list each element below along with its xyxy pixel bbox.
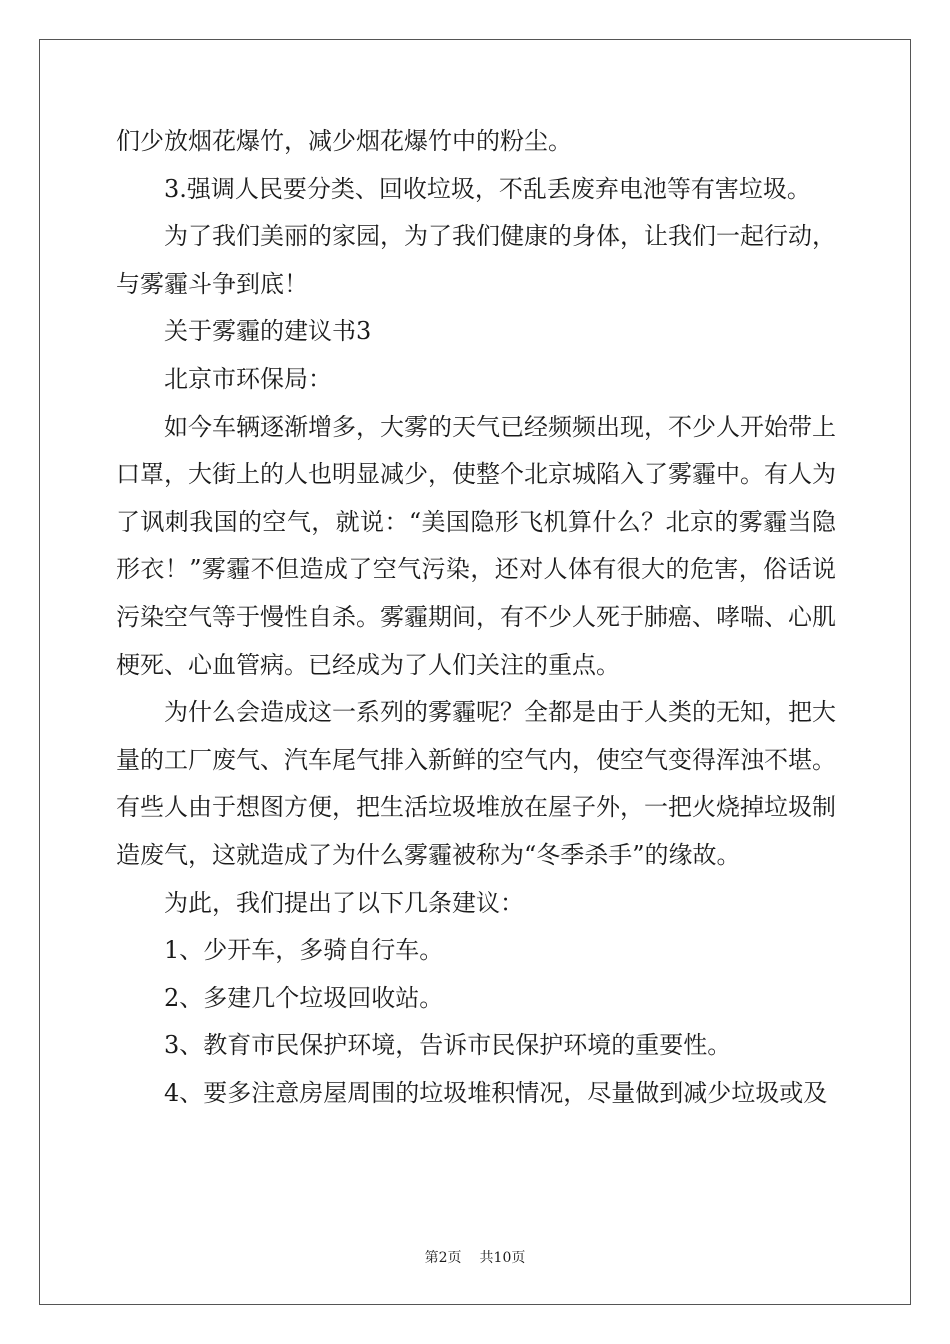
page-number: 第2页 — [424, 1250, 462, 1266]
list-item: 3、教育市民保护环境，告诉市民保护环境的重要性。 — [164, 1031, 732, 1060]
paragraph: 为什么会造成这一系列的雾霾呢？全都是由于人类的无知，把大量的工厂废气、汽车尾气排入新鲜的空气内，使空气变得浑浊不堪。有些人由于想图方便，把生活垃圾堆放在屋子外，一把火烧掉垃圾制造废气，这就造成了为什么雾霾被称为“冬季杀手”的缘故。 — [116, 698, 836, 869]
list-item: 1、少开车，多骑自行车。 — [164, 936, 444, 965]
salutation: 北京市环保局： — [164, 364, 332, 393]
document-body — [116, 118, 836, 1117]
paragraph: 如今车辆逐渐增多，大雾的天气已经频频出现，不少人开始带上口罩，大街上的人也明显减少，使整个北京城陷入了雾霾中。有人为了讽刺我国的空气，就说：“美国隐形飞机算什么？北京的雾霾当隐形衣！”雾霾不但造成了空气污染，还对人体有很大的危害，俗话说污染空气等于慢性自杀。雾霾期间，有不少人死于肺癌、哮喘、心肌梗死、心血管病。已经成为了人们关注的重点。 — [116, 412, 836, 679]
page-total: 共10页 — [479, 1250, 526, 1266]
paragraph: 们少放烟花爆竹，减少烟花爆竹中的粉尘。 — [116, 127, 572, 155]
paragraph: 3.强调人民要分类、回收垃圾，不乱丢废弃电池等有害垃圾。 — [164, 174, 811, 203]
page-footer — [0, 1249, 950, 1267]
list-item: 2、多建几个垃圾回收站。 — [164, 983, 444, 1012]
paragraph: 为此，我们提出了以下几条建议： — [164, 888, 524, 917]
paragraph: 为了我们美丽的家园，为了我们健康的身体，让我们一起行动，与雾霾斗争到底！ — [116, 222, 836, 298]
list-item: 4、要多注意房屋周围的垃圾堆积情况，尽量做到减少垃圾或及 — [164, 1078, 828, 1107]
section-title: 关于雾霾的建议书3 — [164, 317, 372, 346]
